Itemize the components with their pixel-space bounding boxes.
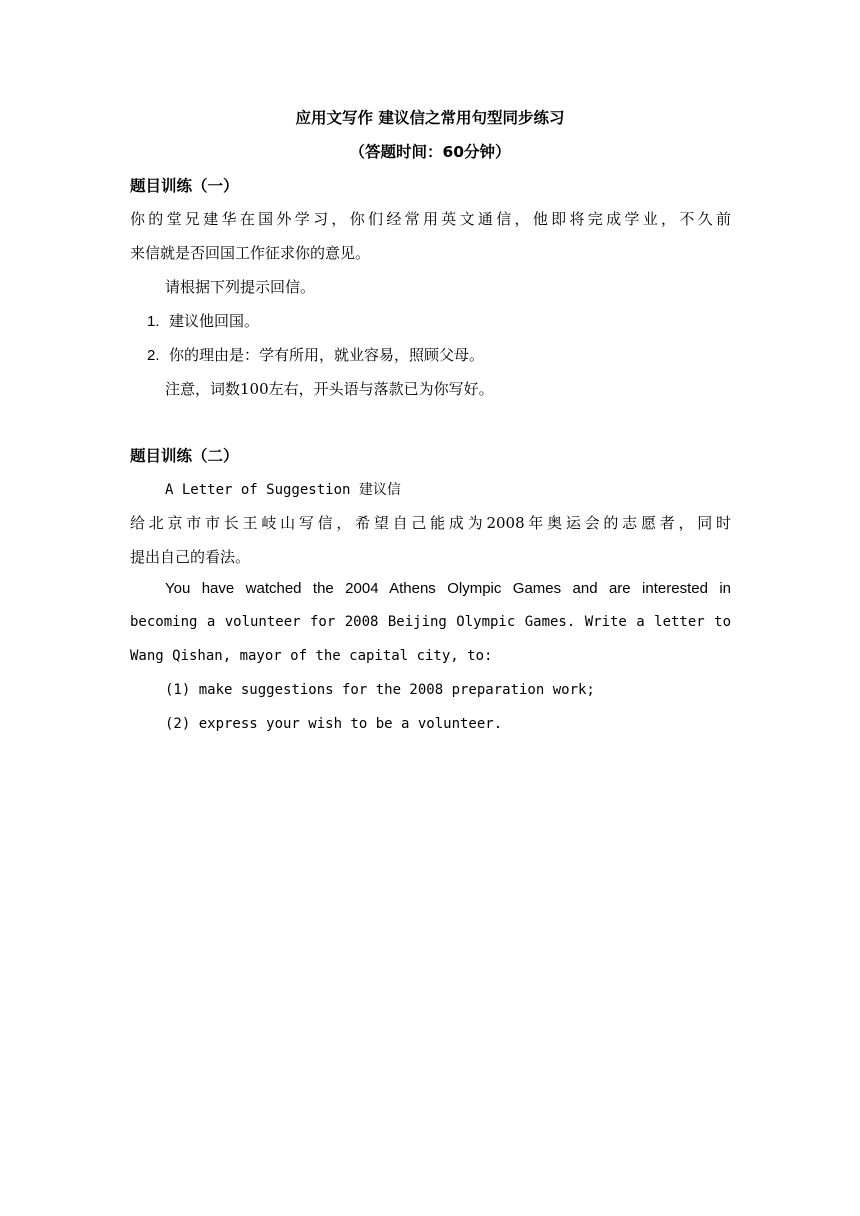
section-2-paragraph-line-1: 给北京市市长王岐山写信，希望自己能成为2008年奥运会的志愿者，同时 [130,514,731,532]
section-1-paragraph-line-1: 你的堂兄建华在国外学习，你们经常用英文通信，他即将完成学业，不久前 [130,210,731,228]
section-2-task-2: (2) express your wish to be a volunteer. [165,716,503,732]
list-item-text: 你的理由是：学有所用，就业容易，照顾父母。 [169,346,485,364]
list-item-number: 1. [147,313,160,330]
section-2-task-1: (1) make suggestions for the 2008 preparation work; [165,682,595,698]
section-2-letter-title: A Letter of Suggestion 建议信 [165,482,401,498]
section-1-note: 注意，词数100左右，开头语与落款已为你写好。 [165,380,494,398]
section-1-heading: 题目训练（一） [130,177,239,195]
section-1-list-item-2 [147,344,484,365]
section-2-english-line-3: Wang Qishan, mayor of the capital city, to: [130,648,493,664]
section-2-heading: 题目训练（二） [130,447,239,465]
list-item-number: 2. [147,347,160,364]
document-title: 应用文写作 建议信之常用句型同步练习 [295,109,565,127]
list-item-text: 建议他回国。 [169,312,260,330]
section-2-english-line-2: becoming a volunteer for 2008 Beijing Olympic Games. Write a letter to [130,614,731,630]
section-2-english-line-1: You have watched the 2004 Athens Olympic Games and are interested in [165,580,731,597]
section-2-paragraph-line-2: 提出自己的看法。 [130,548,251,566]
section-1-list-item-1 [147,310,259,331]
section-1-paragraph-line-2: 来信就是否回国工作征求你的意见。 [130,244,371,262]
section-1-instruction: 请根据下列提示回信。 [165,278,316,296]
document-subtitle: （答题时间：60分钟） [349,143,511,161]
